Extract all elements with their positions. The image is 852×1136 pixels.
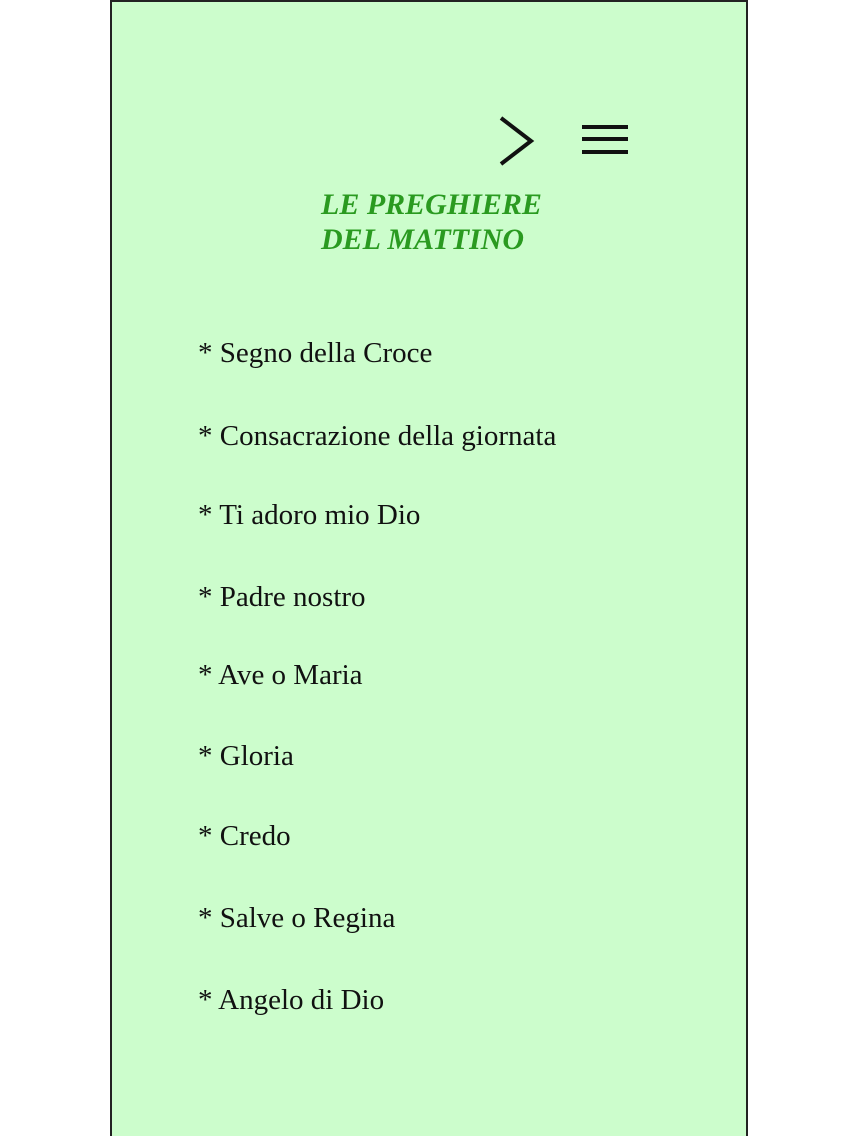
prayer-item-angelo-di-dio[interactable]: * Angelo di Dio (198, 984, 385, 1016)
prayer-item-segno-della-croce[interactable]: * Segno della Croce (198, 337, 433, 369)
prayer-item-salve-o-regina[interactable]: * Salve o Regina (198, 902, 396, 934)
prayer-item-gloria[interactable]: * Gloria (198, 740, 294, 772)
prayer-item-ti-adoro-mio-dio[interactable]: * Ti adoro mio Dio (198, 499, 421, 531)
prayer-item-ave-o-maria[interactable]: * Ave o Maria (198, 659, 363, 691)
prayer-item-padre-nostro[interactable]: * Padre nostro (198, 581, 366, 613)
prayer-item-credo[interactable]: * Credo (198, 820, 291, 852)
page-title-line-2: DEL MATTINO (321, 223, 525, 256)
page-title-line-1: LE PREGHIERE (321, 188, 542, 221)
page-title (321, 187, 542, 257)
chevron-right-icon[interactable] (497, 114, 537, 168)
app-screen (110, 0, 748, 1136)
prayer-item-consacrazione-della-giornata[interactable]: * Consacrazione della giornata (198, 420, 557, 452)
hamburger-menu-icon[interactable] (582, 122, 630, 158)
